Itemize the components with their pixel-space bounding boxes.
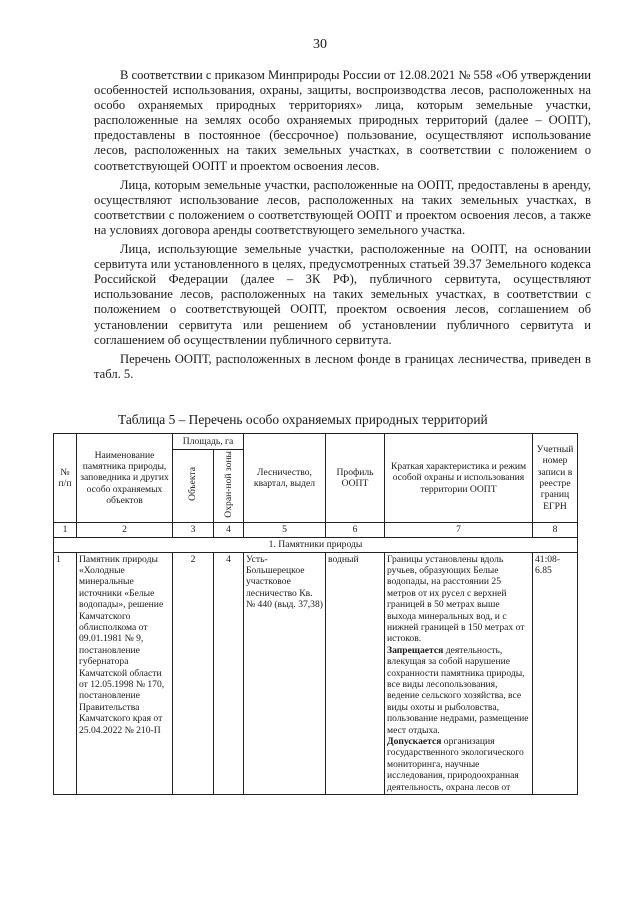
row-area-zone: 4 [214, 552, 244, 795]
section-row [54, 537, 578, 552]
header-registry: Учетный номер записи в реестре границ ЕГРН [533, 434, 578, 523]
row-profile: водный [326, 552, 385, 795]
page-number: 30 [313, 37, 327, 52]
row-registry: 41:08-6.85 [533, 552, 578, 795]
column-number: 3 [173, 523, 214, 537]
header-num: № п/п [54, 434, 77, 523]
column-number: 7 [385, 523, 533, 537]
description-prohibited [387, 645, 530, 736]
column-number-row [54, 523, 578, 537]
row-num: 1 [54, 552, 77, 795]
allowed-label: Допускается [387, 736, 442, 747]
allowed-text: организация государственного экологического мониторинга, научные исследования, природоохранная деятельность, охрана лесов от [387, 736, 524, 793]
description-boundaries: Границы установлены вдоль ручьев, образующих Белые водопады, на расстоянии 25 метров от их русел с верхней границей в 50 метрах выше выхода минеральных вод, и с нижней границей в 150 метрах от истоков. [387, 553, 525, 645]
body-text [94, 68, 591, 386]
column-number: 1 [54, 523, 77, 537]
column-number: 2 [77, 523, 173, 537]
prohibited-text: деятельность, влекущая за собой нарушение сохранности памятника природы, все виды лесопользования, ведение сельского хозяйства, все виды охоты и рыболовства, пользование недрами, размещение мест отдыха. [387, 644, 529, 736]
table-row [54, 552, 578, 795]
header-area-object [173, 450, 214, 523]
description-allowed [387, 736, 530, 793]
section-title: 1. Памятники природы [54, 537, 578, 552]
column-number: 6 [326, 523, 385, 537]
column-number: 5 [244, 523, 326, 537]
row-name: Памятник природы «Холодные минеральные источники «Белые водопады», решение Камчатского облисполкома от 09.01.1981 № 9, постановление губернатора Камчатской области от 12.05.1998 № 170, постановление Правительства Камчатского края от 25.04.2022 № 210-П [77, 552, 173, 795]
oopt-table [53, 433, 578, 795]
paragraph: В соответствии с приказом Минприроды России от 12.08.2021 № 558 «Об утверждении особенностей использования, охраны, защиты, воспроизводства лесов, расположенных на особо охраняемых природных территориях» лица, которым земельные участки, расположенные на землях особо охраняемых природных территорий (далее – ООПТ), предоставлены в постоянное (бессрочное) пользование, осуществляют использование лесов, расположенных на таких земельных участках, в соответствии с положением о соответствующей ООПТ и проектом освоения лесов. [94, 68, 592, 173]
header-area-object-label: Объекта [187, 467, 199, 502]
header-forestry: Лесничество, квартал, выдел [244, 434, 326, 523]
row-area-object: 2 [173, 552, 214, 795]
paragraph: Перечень ООПТ, расположенных в лесном фонде в границах лесничества, приведен в табл. 5. [94, 351, 591, 381]
paragraph: Лица, использующие земельные участки, расположенные на ООПТ, на основании сервитута или установленного в целях, предусмотренных статьей 39.37 Земельного кодекса Российской Федерации (далее – ЗК РФ), публичного сервитута, осуществляют использование лесов, расположенных на таких земельных участках, в соответствии с положением о соответствующей ООПТ, проектом освоения лесов, соглашением об установлении сервитута или решением об установлении публичного сервитута и соглашением об осуществлении публичного сервитута. [94, 242, 591, 347]
header-area-zone-label: Охран-ной зоны [222, 451, 234, 518]
header-area: Площадь, га [173, 434, 244, 450]
header-profile: Профиль ООПТ [326, 434, 385, 523]
row-description [385, 552, 533, 795]
paragraph: Лица, которым земельные участки, расположенные на ООПТ, предоставлены в аренду, осуществляют использование лесов, расположенных на таких земельных участках, в соответствии с положением о соответствующей ООПТ и проектом освоения лесов, а также на условиях договора аренды соответствующего земельного участка. [94, 177, 591, 237]
header-area-zone [214, 450, 244, 523]
header-name: Наименование памятника природы, заповедника и других особо охраняемых объектов [77, 434, 173, 523]
table-caption: Таблица 5 – Перечень особо охраняемых природных территорий [118, 412, 488, 427]
column-number: 4 [214, 523, 244, 537]
header-description: Краткая характеристика и режим особой охраны и использования территории ООПТ [385, 434, 533, 523]
prohibited-label: Запрещается [387, 644, 444, 656]
row-forestry: Усть-Большерецкое участковое лесничество Кв. № 440 (выд. 37,38) [244, 552, 326, 795]
column-number: 8 [533, 523, 578, 537]
